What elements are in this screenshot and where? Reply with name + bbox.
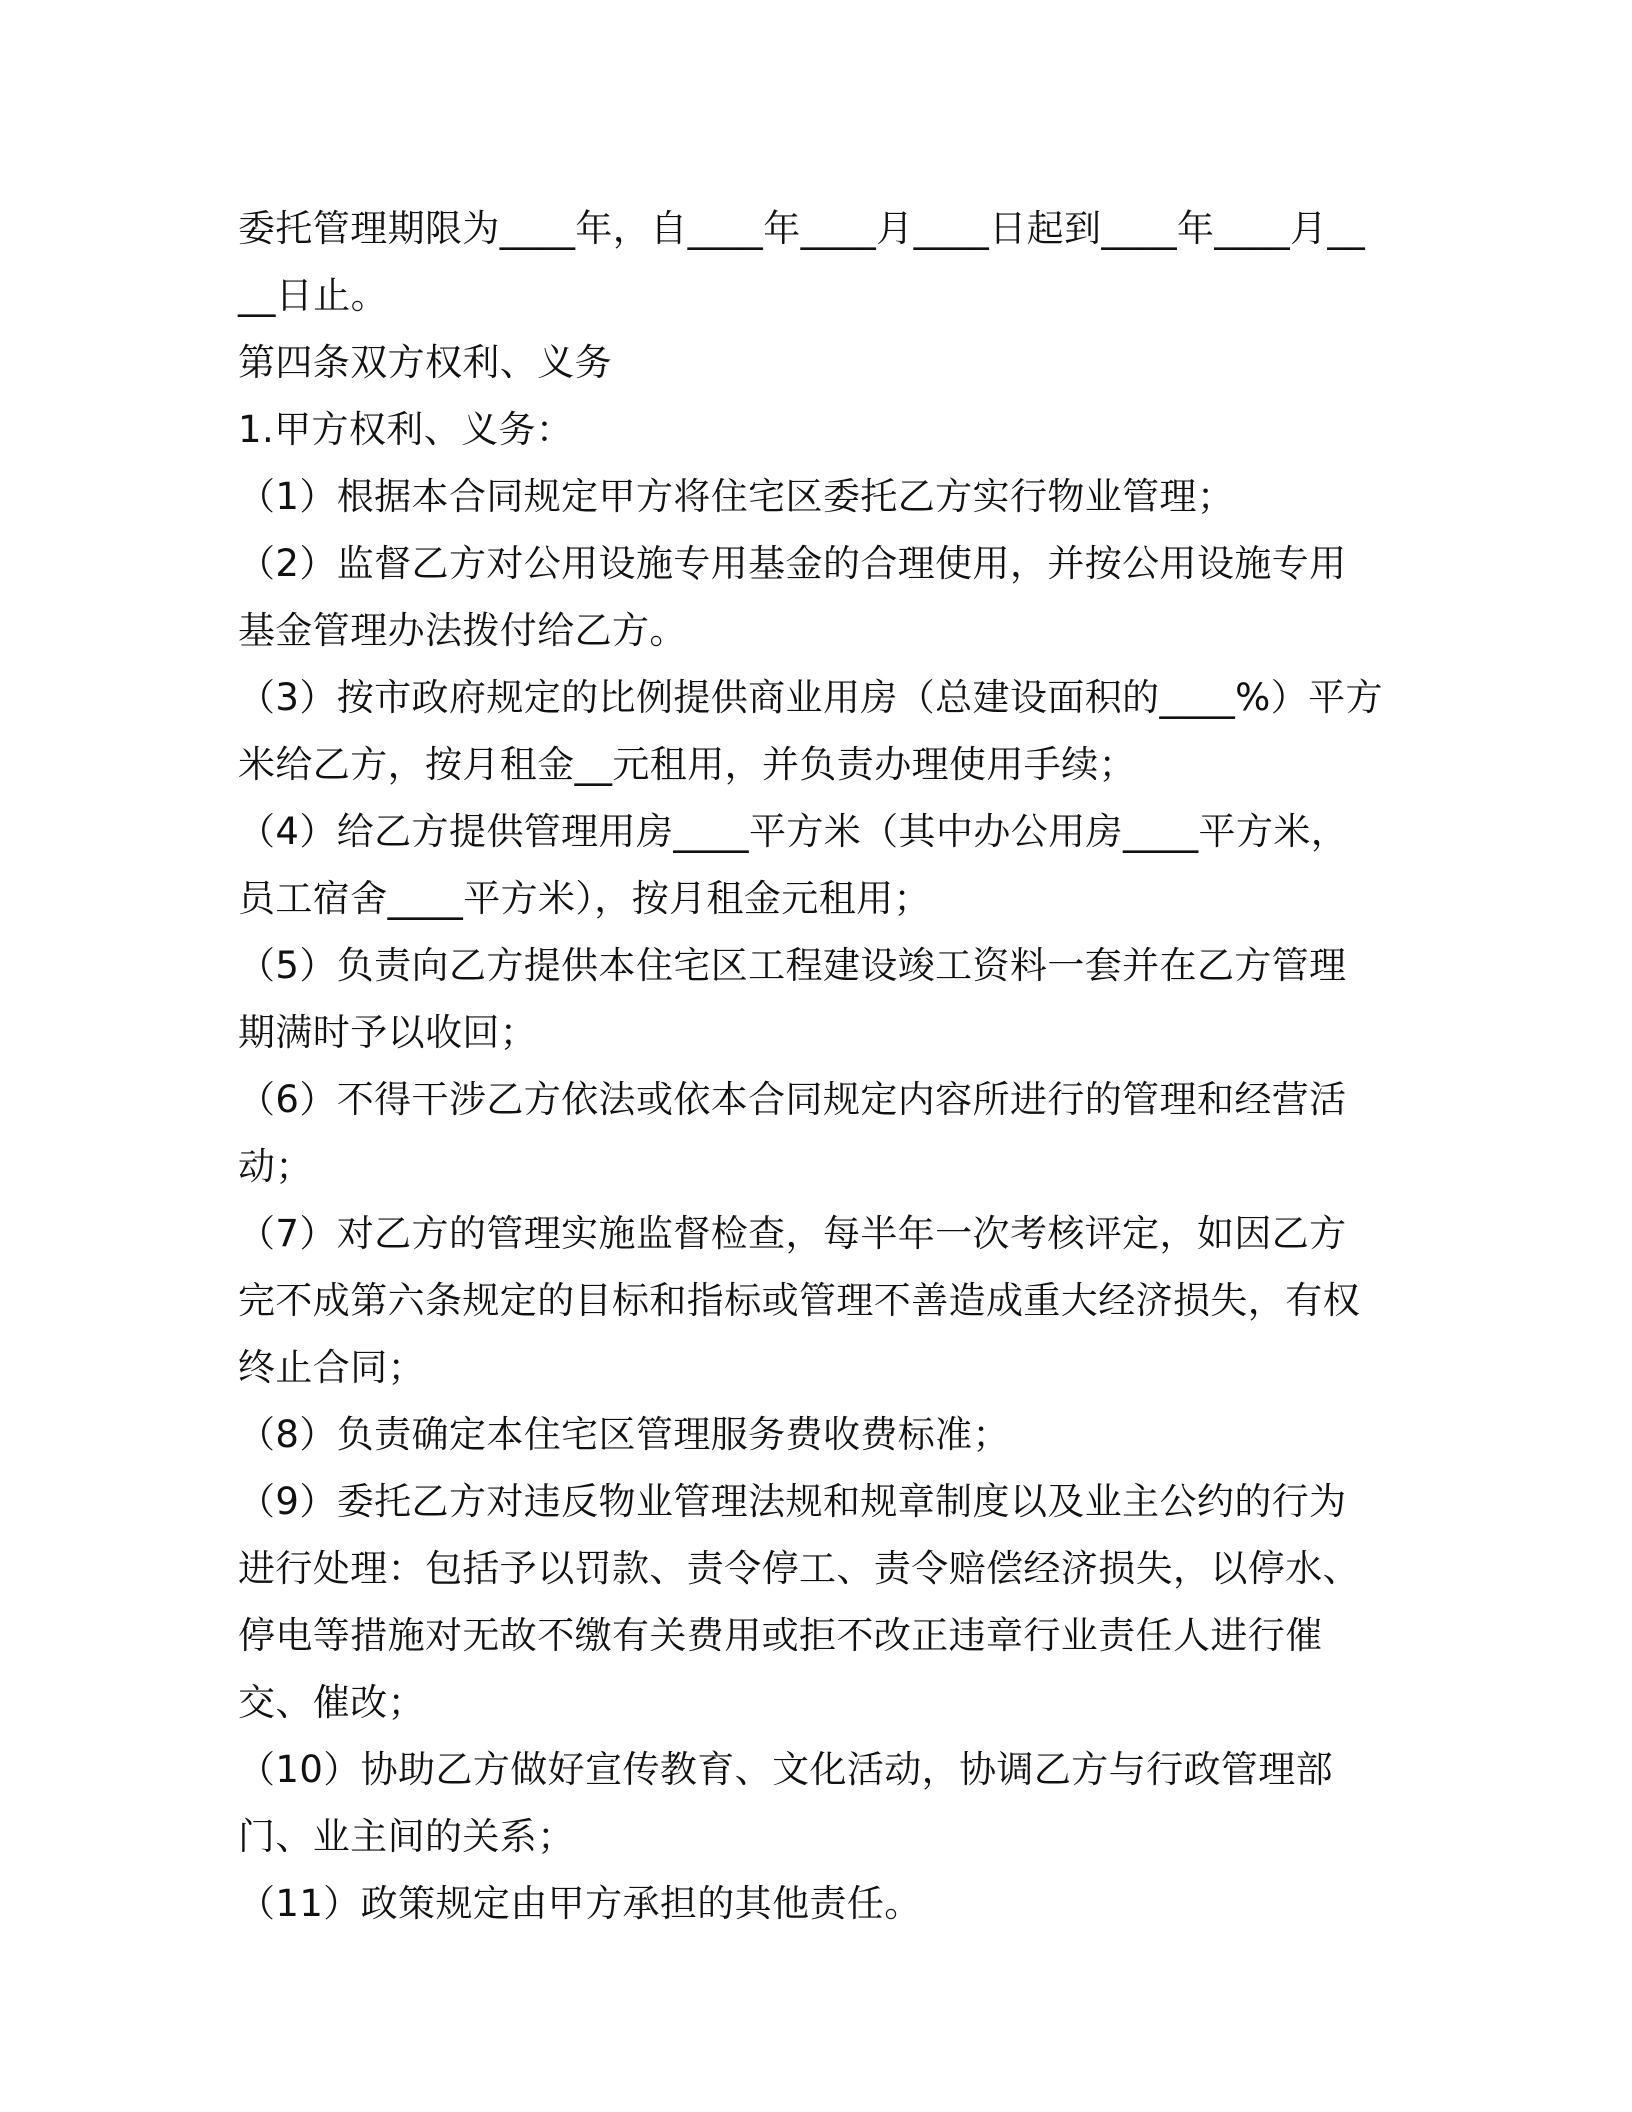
clause-7: （7）对乙方的管理实施监督检查，每半年一次考核评定，如因乙方完不成第六条规定的目标和指标或管理不善造成重大经济损失，有权终止合同；	[238, 1212, 1360, 1389]
clause-2: （2）监督乙方对公用设施专用基金的合理使用，并按公用设施专用基金管理办法拨付给乙方。	[238, 542, 1347, 652]
clause-1: （1）根据本合同规定甲方将住宅区委托乙方实行物业管理；	[238, 475, 1235, 518]
clause-10: （10）协助乙方做好宣传教育、文化活动，协调乙方与行政管理部门、业主间的关系；	[238, 1748, 1334, 1858]
article-heading: 第四条双方权利、义务	[238, 341, 612, 384]
clause-11: （11）政策规定由甲方承担的其他责任。	[238, 1882, 922, 1925]
document-body	[238, 195, 1383, 1937]
clause-3: （3）按市政府规定的比例提供商业用房（总建设面积的____%）平方米给乙方，按月租金__元租用，并负责办理使用手续；	[238, 676, 1383, 786]
section-heading: 1.甲方权利、义务：	[238, 408, 574, 451]
clause-5: （5）负责向乙方提供本住宅区工程建设竣工资料一套并在乙方管理期满时予以收回；	[238, 944, 1347, 1054]
term-paragraph: 委托管理期限为____年，自____年____月____日起到____年____月____日止。	[238, 207, 1366, 317]
clause-6: （6）不得干涉乙方依法或依本合同规定内容所进行的管理和经营活动；	[238, 1078, 1347, 1188]
clause-4: （4）给乙方提供管理用房____平方米（其中办公用房____平方米，员工宿舍____平方米），按月租金元租用；	[238, 810, 1349, 920]
clause-8: （8）负责确定本住宅区管理服务费收费标准；	[238, 1413, 1010, 1456]
clause-9: （9）委托乙方对违反物业管理法规和规章制度以及业主公约的行为进行处理：包括予以罚款、责令停工、责令赔偿经济损失，以停水、停电等措施对无故不缴有关费用或拒不改正违章行业责任人进行催交、催改；	[238, 1480, 1360, 1724]
